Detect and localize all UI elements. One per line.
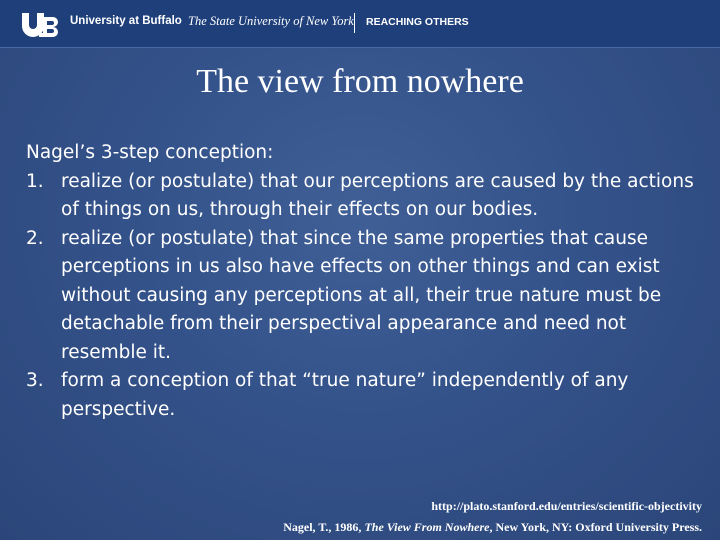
list-item bbox=[26, 367, 710, 424]
slide-body bbox=[26, 139, 710, 424]
intro-text: Nagel’s 3-step conception: bbox=[26, 142, 274, 163]
citation-suffix: , New York, NY: Oxford University Press. bbox=[489, 520, 702, 534]
book-citation bbox=[283, 517, 702, 538]
list-item bbox=[26, 225, 710, 368]
header-bar bbox=[0, 0, 720, 48]
step-number: 1. bbox=[26, 170, 44, 192]
ub-logo-icon bbox=[20, 11, 64, 37]
step-number: 2. bbox=[26, 227, 44, 249]
header-divider bbox=[354, 13, 355, 33]
university-name: University at Buffalo bbox=[70, 15, 182, 27]
steps-list bbox=[26, 168, 710, 425]
step-text: realize (or postulate) that since the same properties that cause perceptions in us also have effects on other things and can exist without causing any perceptions at all, their true nature must be detachable from their perspectival appearance and need not resemble it. bbox=[61, 227, 662, 363]
source-url: http://plato.stanford.edu/entries/scientific-objectivity bbox=[431, 499, 702, 513]
slide-title: The view from nowhere bbox=[196, 63, 524, 100]
header-tagline: REACHING OTHERS bbox=[366, 16, 469, 28]
step-number: 3. bbox=[26, 370, 44, 391]
citation-prefix: Nagel, T., 1986, bbox=[283, 520, 365, 534]
footer-citation bbox=[283, 496, 702, 538]
citation-book-title: The View From Nowhere bbox=[364, 520, 490, 534]
list-item bbox=[26, 168, 710, 225]
step-text: form a conception of that “true nature” independently of any perspective. bbox=[61, 370, 629, 420]
step-text: realize (or postulate) that our perceptions are caused by the actions of things on us, through their effects on our bodies. bbox=[61, 170, 694, 220]
state-university-name: The State University of New York bbox=[188, 14, 354, 28]
